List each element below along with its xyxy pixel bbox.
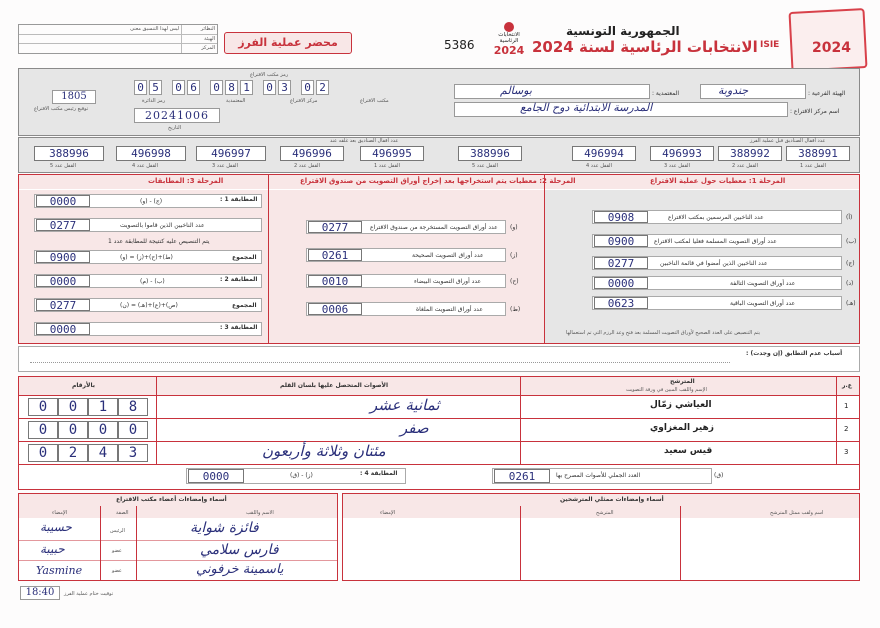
- candidate-digits: [28, 421, 148, 439]
- info-row: [19, 44, 217, 53]
- sum-formula: (ط)+(ح)+(ز) = (و): [120, 254, 173, 261]
- center-label: اسم مركز الاقتراع :: [790, 108, 840, 115]
- code-digit: 8: [225, 80, 238, 95]
- candidate-words: صفر: [400, 419, 429, 437]
- stage1-row-key: (هـ): [846, 300, 856, 307]
- code-digit: 0: [134, 80, 147, 95]
- col-divider: [100, 506, 101, 580]
- stage1-value: 0000: [594, 277, 648, 289]
- code-digit: 5: [149, 80, 162, 95]
- center-value: المدرسة الابتدائية دوح الجامع: [520, 101, 653, 114]
- candidate-digit: 0: [28, 421, 58, 439]
- total-label: العدد الجملي للأصوات المصرح بها: [556, 472, 641, 479]
- representatives-title: أسماء وإمضاءات ممثلي المترشحين: [560, 496, 664, 503]
- date-field: [134, 108, 220, 123]
- stage1-value: 0908: [594, 211, 648, 223]
- elections-logo: [490, 22, 528, 64]
- code-sublabel: مركز الاقتراع: [290, 98, 318, 104]
- m2-label: المطابقة 2 :: [220, 276, 258, 283]
- candidate-digit: 0: [88, 421, 118, 439]
- candidate-digit: 0: [58, 398, 88, 416]
- stage2-value: 0006: [308, 303, 362, 315]
- code-label: رمز مكتب الاقتراع: [250, 72, 289, 78]
- disparity-line: [30, 362, 730, 363]
- info-value: ليس لهذا التنسيق معنى: [130, 26, 179, 32]
- col-name-sub: الإسم واللقب المبين في ورقة التصويت: [626, 387, 707, 393]
- closing-time-label: توقيت ختام عملية الفرز: [64, 591, 114, 597]
- candidate-digit: 8: [118, 398, 148, 416]
- seals-after-title: عدد أقفال الصناديق قبل عملية الفرز: [750, 138, 826, 144]
- stage1-value: 0277: [594, 257, 648, 269]
- candidate-digits: [28, 444, 148, 462]
- m1-formula: (ج) - (و): [140, 198, 163, 205]
- candidates-header: [19, 377, 859, 395]
- seal-number: 388996: [458, 146, 522, 161]
- stage2-row-label: عدد أوراق التصويت المستخرجة من صندوق الاقتراع: [370, 224, 498, 231]
- candidate-digit: 0: [28, 444, 58, 462]
- stage1-row-key: (أ): [846, 214, 853, 221]
- stage2-row-label: عدد أوراق التصويت الملغاة: [416, 306, 483, 313]
- form-number: 5386: [444, 38, 475, 52]
- member-signature: حسيبة: [40, 520, 72, 534]
- m1-sub-value: 0277: [36, 219, 90, 231]
- candidate-num: 3: [844, 448, 849, 456]
- total-key: (ق): [714, 472, 724, 479]
- seal-label: القفل عدد 3: [664, 163, 690, 169]
- info-label: الهيئة: [181, 35, 217, 44]
- members-col: الإمضاء: [52, 510, 68, 516]
- code-digit: 0: [210, 80, 223, 95]
- regional-field: [700, 84, 806, 99]
- stage2-row-key: (و): [510, 224, 518, 231]
- m2-formula: (ب) - (م): [140, 278, 165, 285]
- code-digit: 1: [240, 80, 253, 95]
- head-sign-label: توقيع رئيس مكتب الاقتراع: [34, 106, 89, 112]
- col-divider: [520, 377, 521, 464]
- stage1-row-label: عدد أوراق التصويت المسلمة فعليا لمكتب الاقتراع: [654, 238, 777, 245]
- info-value: [19, 44, 181, 53]
- stage2-row-key: (ح): [510, 278, 519, 285]
- head-sign-field: [52, 90, 96, 104]
- seals-before-title: عدد أقفال الصناديق بعد غلقه عند: [330, 138, 399, 144]
- regional-value: جندوبة: [718, 84, 749, 97]
- seal-number: 496998: [116, 146, 186, 161]
- candidate-words: مئتان وثلاثة وأربعون: [262, 442, 386, 460]
- members-col: الاسم واللقب: [246, 510, 274, 516]
- info-label: النظائر: [181, 25, 217, 34]
- sum-label: المجموع: [232, 254, 257, 261]
- regional-label: الهيئة الفرعية :: [808, 90, 846, 97]
- sum-value: 0900: [36, 251, 90, 263]
- seal-label: القفل عدد 3: [212, 163, 238, 169]
- seal-label: القفل عدد 2: [294, 163, 320, 169]
- row-divider: [19, 441, 859, 442]
- stage2-value: 0010: [308, 275, 362, 287]
- isie-logo: ISIE: [760, 40, 780, 50]
- member-name: فارس سلامي: [200, 542, 279, 558]
- date-value: 20241006: [145, 109, 209, 122]
- reps-col: الإمضاء: [380, 510, 396, 516]
- closing-time-field: [20, 586, 60, 600]
- head-sign-value: 1805: [61, 91, 87, 102]
- code-sublabel: المعتمدية: [226, 98, 246, 104]
- sum2-formula: (ص)+(ع)+(هـ) = (ن): [120, 302, 178, 309]
- stage2-row-key: (ز): [510, 252, 518, 259]
- closing-time-value: 18:40: [25, 587, 55, 598]
- code-digits: [134, 80, 329, 95]
- m1-value: 0000: [36, 195, 90, 207]
- m1-label: المطابقة 1 :: [220, 196, 258, 203]
- code-digit: 0: [301, 80, 314, 95]
- m4-value: 0000: [188, 469, 244, 483]
- row-divider: [19, 464, 859, 465]
- reps-col: اسم ولقب ممثل المترشح: [770, 510, 824, 516]
- seal-label: القفل عدد 5: [472, 163, 498, 169]
- seal-label: القفل عدد 2: [732, 163, 758, 169]
- member-role: عضو: [112, 568, 122, 574]
- stage1-title: المرحلة 1: معطيات حول عملية الاقتراع: [650, 177, 786, 185]
- code-digit: 6: [187, 80, 200, 95]
- reps-col: المترشح: [596, 510, 614, 516]
- stage3-title: المرحلة 3: المطابقات: [148, 177, 224, 185]
- col-words: الأصوات المتحصل عليها بلسان القلم: [280, 382, 389, 389]
- sum2-value: 0277: [36, 299, 90, 311]
- seal-number: 496995: [360, 146, 424, 161]
- row-divider: [19, 560, 337, 561]
- candidate-digit: 4: [88, 444, 118, 462]
- m2-value: 0000: [36, 275, 90, 287]
- col-name: المترشح: [670, 378, 695, 385]
- candidate-name: العياشي زمّال: [650, 400, 712, 410]
- stage1-row-key: (د): [846, 280, 854, 287]
- republic-title: الجمهورية التونسية: [566, 24, 680, 38]
- info-table: [18, 24, 218, 54]
- stage2-value: 0277: [308, 221, 362, 233]
- stage2-row-label: عدد أوراق التصويت الصحيحة: [412, 252, 484, 259]
- m3-label: المطابقة 3 :: [220, 324, 258, 331]
- stage1-note: يتم التنصيص على العدد الصحيح لأوراق التصويت المسلمة بعد فتح وعد الرزم التي تم استعمالها: [566, 330, 760, 336]
- form-title-box: [224, 32, 352, 54]
- row-divider: [19, 540, 337, 541]
- stage1-row-label: عدد أوراق التصويت التالفة: [730, 280, 796, 287]
- code-digit: 0: [172, 80, 185, 95]
- col-divider: [836, 377, 837, 464]
- seal-number: 496996: [280, 146, 344, 161]
- stage1-value: 0623: [594, 297, 648, 309]
- candidate-digit: 0: [58, 421, 88, 439]
- m3-value: 0000: [36, 323, 90, 335]
- member-name: ياسمينة خرفوني: [196, 562, 284, 577]
- info-row: [19, 25, 217, 35]
- member-signature: Yasmine: [36, 564, 83, 577]
- col-digits: بالأرقام: [72, 382, 96, 389]
- members-col: الصفة: [116, 510, 129, 516]
- stage1-row-label: عدد أوراق التصويت الباقية: [730, 300, 796, 307]
- stage2-panel: [269, 190, 544, 343]
- seal-label: القفل عدد 5: [50, 163, 76, 169]
- logo-mark-icon: [504, 22, 514, 32]
- logo-text: الانتخابات الرئاسية: [498, 32, 520, 44]
- info-row: [19, 35, 217, 45]
- row-divider: [19, 418, 859, 419]
- stage2-value: 0261: [308, 249, 362, 261]
- delegation-value: بوسالم: [500, 84, 532, 97]
- disparity-box: [18, 346, 860, 372]
- stage3-panel: [19, 190, 268, 343]
- candidate-digit: 3: [118, 444, 148, 462]
- stage2-row-key: (ط): [510, 306, 521, 313]
- delegation-field: [454, 84, 650, 99]
- candidate-name: قيس سعيد: [664, 446, 713, 456]
- candidate-words: ثمانية عشر: [370, 396, 440, 414]
- code-digit: 0: [263, 80, 276, 95]
- candidate-num: 1: [844, 402, 849, 410]
- stage1-row-key: (ج): [846, 260, 855, 267]
- candidate-digit: 0: [28, 398, 58, 416]
- seal-label: القفل عدد 1: [374, 163, 400, 169]
- seal-label: القفل عدد 1: [800, 163, 826, 169]
- seal-number: 496994: [572, 146, 636, 161]
- seal-number: 496997: [196, 146, 266, 161]
- seal-number: 388996: [34, 146, 104, 161]
- candidate-digit: 2: [58, 444, 88, 462]
- sum2-label: المجموع: [232, 302, 257, 309]
- form-title: محضر عملية الفرز: [238, 36, 338, 49]
- m4-formula: (ز) - (ق): [290, 472, 313, 479]
- stage1-row-label: عدد الناخبين الذين أمضوا في قائمة الناخبين: [660, 260, 768, 267]
- candidate-num: 2: [844, 425, 849, 433]
- col-divider: [520, 506, 521, 580]
- col-divider: [156, 377, 157, 464]
- code-sublabel: رمز الدائرة: [142, 98, 166, 104]
- seal-number: 388991: [786, 146, 850, 161]
- disparity-label: أسباب عدم التطابق (إن وجدت) :: [746, 350, 843, 357]
- member-signature: حبيبة: [40, 542, 65, 556]
- seal-number: 388992: [718, 146, 782, 161]
- candidate-digit: 0: [118, 421, 148, 439]
- delegation-label: المعتمدية :: [652, 90, 680, 97]
- code-digit: 2: [316, 80, 329, 95]
- m4-label: المطابقة 4 :: [360, 470, 398, 477]
- total-value: 0261: [494, 469, 550, 483]
- m1-sub-label: عدد الناخبين الذين قاموا بالتصويت: [120, 222, 205, 229]
- seal-label: القفل عدد 4: [132, 163, 158, 169]
- election-title: الانتخابات الرئاسية لسنة 2024: [532, 38, 758, 56]
- members-title: أسماء وإمضاءات أعضاء مكتب الاقتراع: [116, 496, 227, 503]
- member-name: فائزة شواية: [190, 520, 259, 536]
- stage2-title: المرحلة 2: معطيات يتم استخراجها بعد إخراج أوراق التصويت من صندوق الاقتراع: [300, 177, 576, 185]
- code-sublabel: مكتب الاقتراع: [360, 98, 389, 104]
- member-role: عضو: [112, 548, 122, 554]
- col-divider: [136, 506, 137, 580]
- candidate-name: زهير المغزاوي: [650, 423, 714, 433]
- info-value: [19, 35, 181, 44]
- stage1-value: 0900: [594, 235, 648, 247]
- logo-year: 2024: [493, 44, 525, 57]
- col-num: ع.ر: [842, 382, 852, 389]
- candidate-digit: 1: [88, 398, 118, 416]
- m1-note: يتم التنصيص عليه كنتيجة للمطابقة عدد 1: [108, 238, 210, 245]
- code-digit: 3: [278, 80, 291, 95]
- stage1-row-key: (ب): [846, 238, 857, 245]
- candidate-digits: [28, 398, 148, 416]
- stage2-row-label: عدد أوراق التصويت البيضاء: [414, 278, 482, 285]
- date-label: التاريخ: [168, 125, 181, 131]
- col-divider: [680, 506, 681, 580]
- member-role: الرئيس: [110, 528, 125, 534]
- seal-number: 496993: [650, 146, 714, 161]
- stage1-row-label: عدد الناخبين المرسمين بمكتب الاقتراع: [668, 214, 764, 221]
- info-label: المركز: [181, 44, 217, 53]
- seal-label: القفل عدد 4: [586, 163, 612, 169]
- seal-year: 2024: [812, 40, 851, 56]
